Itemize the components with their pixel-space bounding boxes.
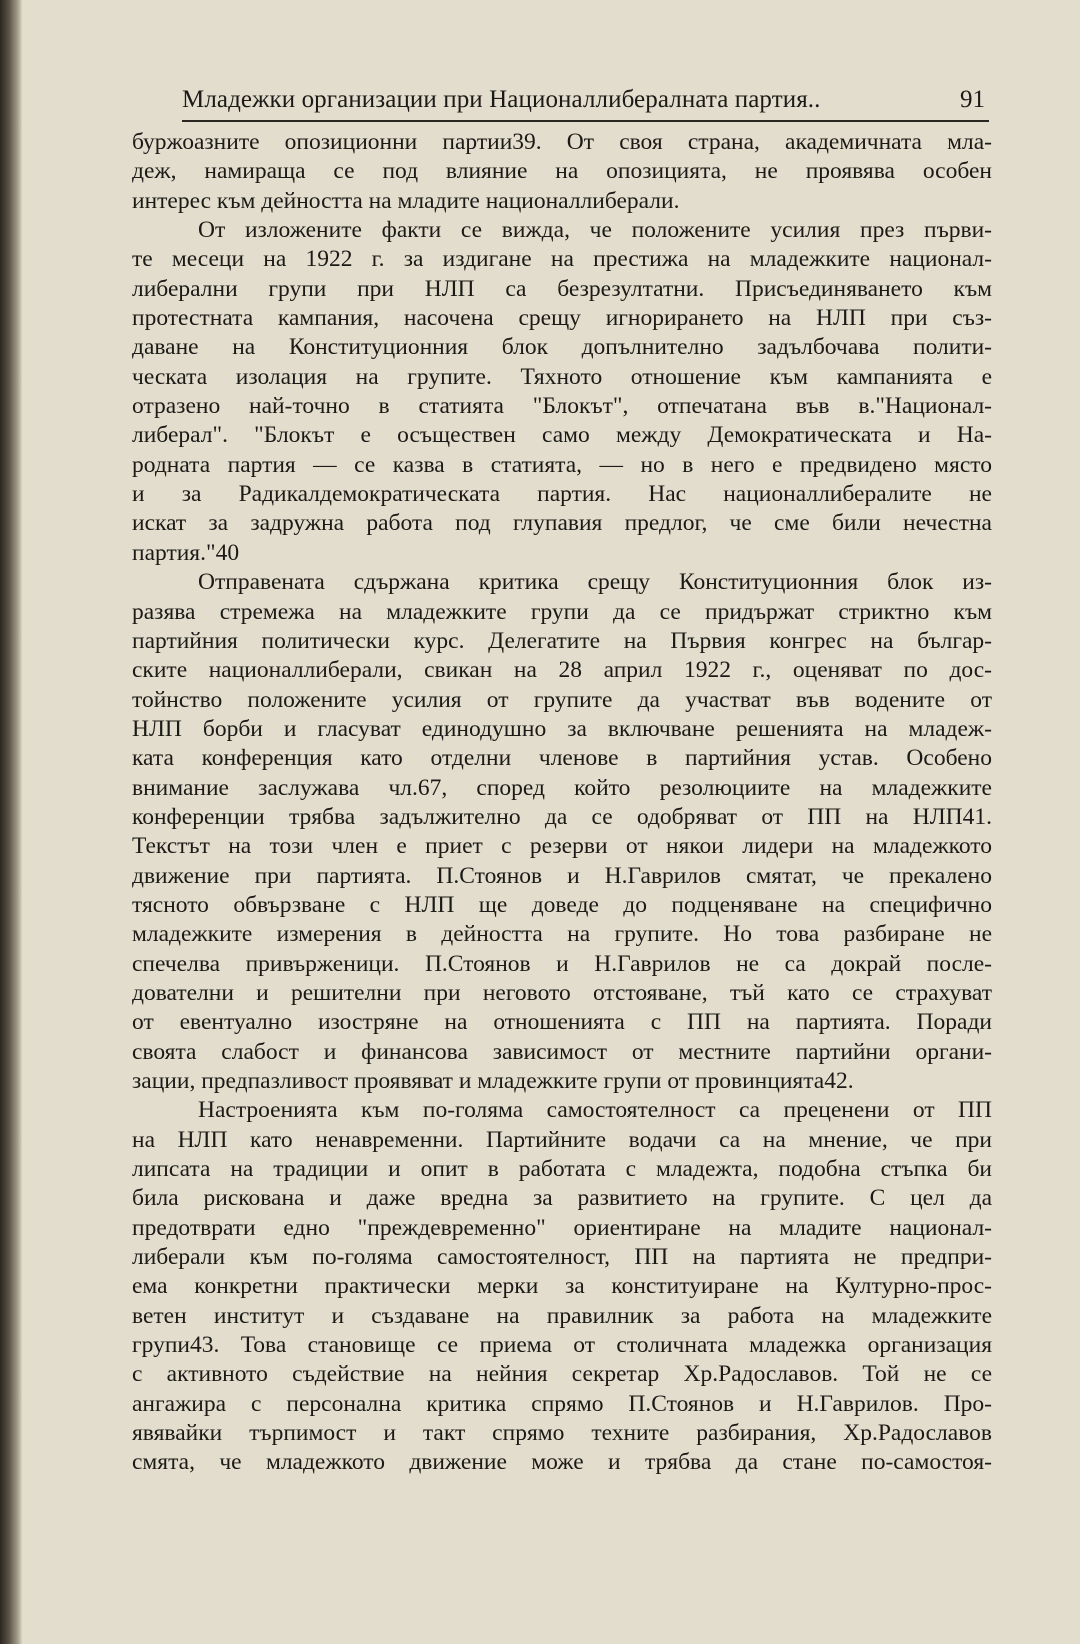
text-line: липсата на традиции и опит в работата с младежта, подобна стъпка би (132, 1156, 992, 1183)
text-line: протестната кампания, насочена срещу игнорирането на НЛП при съз- (132, 305, 992, 332)
text-line: интерес към дейността на младите националлиберали. (132, 187, 680, 214)
running-header (182, 84, 989, 122)
text-line: ангажира с персонална критика спрямо П.Стоянов и Н.Гаврилов. Про- (132, 1390, 992, 1417)
body-text (132, 128, 992, 1478)
text-line: своята слабост и финансова зависимост от местните партийни органи- (132, 1038, 992, 1065)
text-line: либерали към по-голяма самостоятелност, ПП на партията не предпри- (132, 1244, 992, 1271)
book-page (22, 0, 1080, 1644)
text-line: искат за задружна работа под глупавия предлог, че сме били нечестна (132, 510, 992, 537)
text-line: ката конференция като отделни членове в партийния устав. Особено (132, 745, 992, 772)
text-line: ческата изолация на групите. Тяхното отношение към кампанията е (132, 363, 992, 390)
text-line: от евентуално изостряне на отношенията с ПП на партията. Поради (132, 1009, 992, 1036)
text-line: даване на Конституционния блок допълнително задълбочава полити- (132, 334, 992, 361)
page-number: 91 (960, 86, 985, 113)
text-line: буржоазните опозиционни партии39. От своя страна, академичната мла- (132, 129, 992, 155)
text-line: предотврати едно "преждевременно" ориентиране на младите национал- (132, 1214, 992, 1241)
text-line: От изложените факти се вижда, че положените усилия през първи- (198, 217, 992, 244)
text-line: ветен институт и създаване на правилник за работа на младежките (132, 1302, 992, 1329)
text-line: с активното съдействие на нейния секретар Хр.Радославов. Той не се (132, 1361, 992, 1388)
text-line: Настроенията към по-голяма самостоятелност са преценени от ПП (198, 1097, 992, 1124)
text-line: партийния политически курс. Делегатите на Първия конгрес на българ- (132, 627, 992, 654)
text-line: младежките измерения в дейността на групите. Но това разбиране не (132, 921, 992, 948)
text-line: и за Радикалдемократическата партия. Нас националлибералите не (132, 481, 992, 508)
text-line: деж, намираща се под влияние на опозицията, не проявява особен (132, 158, 992, 185)
text-line: партия."40 (132, 539, 240, 566)
text-line: била рискована и даже вредна за развитието на групите. С цел да (132, 1185, 992, 1212)
text-line: групи43. Това становище се приема от столичната младежка организация (132, 1332, 992, 1359)
text-line: либерал". "Блокът е осъществен само между Демократическата и На- (132, 422, 992, 449)
text-line: внимание заслужава чл.67, според който резолюциите на младежките (132, 774, 992, 801)
text-line: либерални групи при НЛП са безрезултатни. Присъединяването към (132, 275, 992, 302)
text-line: ските националлиберали, свикан на 28 април 1922 г., оценяват по дос- (132, 657, 992, 684)
text-line: явявайки търпимост и такт спрямо техните разбирания, Хр.Радославов (132, 1420, 992, 1447)
text-line: зации, предпазливост проявяват и младежките групи от провинцията42. (132, 1068, 854, 1094)
text-line: разява стремежа на младежките групи да се придържат стриктно към (132, 598, 992, 625)
text-line: ема конкретни практически мерки за конституиране на Културно-прос- (132, 1273, 992, 1300)
text-line: конференции трябва задължително да се одобряват от ПП на НЛП41. (132, 803, 992, 830)
book-spine-shadow (0, 0, 22, 1644)
text-line: Текстът на този член е приет с резерви от някои лидери на младежкото (132, 833, 992, 860)
running-title: Младежки организации при Националлибералната партия.. (182, 86, 821, 113)
text-line: НЛП борби и гласуват единодушно за включване решенията на младеж- (132, 715, 992, 742)
text-line: дователни и решителни при неговото отстояване, тъй като се страхуват (132, 979, 992, 1006)
text-line: смята, че младежкото движение може и трябва да стане по-самостоя- (132, 1449, 992, 1476)
text-line: движение при партията. П.Стоянов и Н.Гаврилов смятат, че прекалено (132, 862, 992, 889)
text-line: тясното обвързване с НЛП ще доведе до подценяване на специфично (132, 891, 992, 918)
text-line: на НЛП като ненавременни. Партийните водачи са на мнение, че при (132, 1126, 992, 1153)
text-line: тойнство положените усилия от групите да участват във водените от (132, 686, 992, 713)
text-line: родната партия — се казва в статията, — но в него е предвидено място (132, 451, 992, 478)
text-line: спечелва привърженици. П.Стоянов и Н.Гаврилов не са докрай после- (132, 950, 992, 977)
text-line: отразено най-точно в статията "Блокът", отпечатана във в."Национал- (132, 393, 992, 420)
text-line: те месеци на 1922 г. за издигане на престижа на младежките национал- (132, 246, 992, 273)
text-line: Отправената сдържана критика срещу Конституционния блок из- (198, 569, 992, 596)
